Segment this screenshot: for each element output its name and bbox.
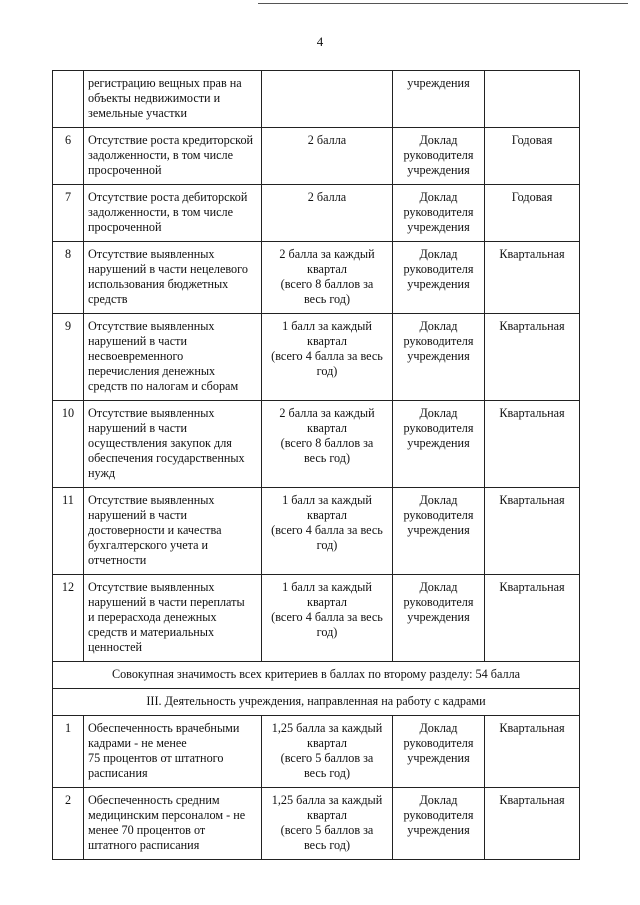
criterion-score: 1,25 балла за каждый квартал (всего 5 баллов за весь год) bbox=[262, 788, 393, 860]
criterion-source: Доклад руководителя учреждения bbox=[393, 185, 485, 242]
criterion-score: 2 балла bbox=[262, 128, 393, 185]
criterion-name: Отсутствие выявленных нарушений в части осуществления закупок для обеспечения государственных нужд bbox=[84, 401, 262, 488]
criterion-name: Обеспеченность врачебными кадрами - не менее 75 процентов от штатного расписания bbox=[84, 716, 262, 788]
criteria-table bbox=[52, 70, 580, 860]
criterion-name: Отсутствие выявленных нарушений в части достоверности и качества бухгалтерского учета и отчетности bbox=[84, 488, 262, 575]
table-row bbox=[53, 71, 580, 128]
criterion-name: регистрацию вещных прав на объекты недвижимости и земельные участки bbox=[84, 71, 262, 128]
criterion-period: Квартальная bbox=[485, 401, 580, 488]
criterion-source: Доклад руководителя учреждения bbox=[393, 128, 485, 185]
criterion-period: Квартальная bbox=[485, 314, 580, 401]
criterion-source: Доклад руководителя учреждения bbox=[393, 788, 485, 860]
criterion-score: 1 балл за каждый квартал (всего 4 балла за весь год) bbox=[262, 575, 393, 662]
criterion-source: Доклад руководителя учреждения bbox=[393, 716, 485, 788]
criterion-number: 12 bbox=[53, 575, 84, 662]
table-row bbox=[53, 242, 580, 314]
criterion-score: 2 балла bbox=[262, 185, 393, 242]
criterion-name: Отсутствие роста дебиторской задолженности, в том числе просроченной bbox=[84, 185, 262, 242]
criterion-number: 9 bbox=[53, 314, 84, 401]
criterion-source: Доклад руководителя учреждения bbox=[393, 314, 485, 401]
top-rule bbox=[258, 3, 628, 4]
page-number: 4 bbox=[316, 34, 324, 49]
criterion-source: учреждения bbox=[393, 71, 485, 128]
criterion-name: Отсутствие выявленных нарушений в части нецелевого использования бюджетных средств bbox=[84, 242, 262, 314]
criterion-source: Доклад руководителя учреждения bbox=[393, 242, 485, 314]
criterion-score: 1 балл за каждый квартал (всего 4 балла за весь год) bbox=[262, 314, 393, 401]
criterion-source: Доклад руководителя учреждения bbox=[393, 575, 485, 662]
criterion-score bbox=[262, 71, 393, 128]
criterion-period: Годовая bbox=[485, 185, 580, 242]
criterion-score: 2 балла за каждый квартал (всего 8 баллов за весь год) bbox=[262, 401, 393, 488]
table-row bbox=[53, 575, 580, 662]
criterion-number: 7 bbox=[53, 185, 84, 242]
table-row bbox=[53, 716, 580, 788]
criterion-period: Квартальная bbox=[485, 488, 580, 575]
criterion-source: Доклад руководителя учреждения bbox=[393, 488, 485, 575]
criterion-number: 2 bbox=[53, 788, 84, 860]
table-row bbox=[53, 788, 580, 860]
table-row bbox=[53, 488, 580, 575]
criterion-name: Отсутствие выявленных нарушений в части несвоевременного перечисления денежных средств по налогам и сборам bbox=[84, 314, 262, 401]
section-heading-row bbox=[53, 689, 580, 716]
section-3-heading: III. Деятельность учреждения, направленная на работу с кадрами bbox=[53, 689, 580, 716]
criterion-period: Квартальная bbox=[485, 575, 580, 662]
criterion-period: Годовая bbox=[485, 128, 580, 185]
criterion-name: Обеспеченность средним медицинским персоналом - не менее 70 процентов от штатного расписания bbox=[84, 788, 262, 860]
criterion-score: 1 балл за каждый квартал (всего 4 балла за весь год) bbox=[262, 488, 393, 575]
table-row bbox=[53, 401, 580, 488]
criterion-number: 8 bbox=[53, 242, 84, 314]
criteria-table-body-section-3 bbox=[53, 716, 580, 860]
criterion-number: 1 bbox=[53, 716, 84, 788]
criterion-name: Отсутствие роста кредиторской задолженности, в том числе просроченной bbox=[84, 128, 262, 185]
criterion-number bbox=[53, 71, 84, 128]
table-row bbox=[53, 314, 580, 401]
criterion-source: Доклад руководителя учреждения bbox=[393, 401, 485, 488]
summary-row bbox=[53, 662, 580, 689]
criteria-table-body-summary bbox=[53, 662, 580, 716]
criterion-score: 2 балла за каждый квартал (всего 8 баллов за весь год) bbox=[262, 242, 393, 314]
criterion-period bbox=[485, 71, 580, 128]
criterion-period: Квартальная bbox=[485, 242, 580, 314]
table-row bbox=[53, 185, 580, 242]
criterion-period: Квартальная bbox=[485, 788, 580, 860]
criteria-table-body-section-2 bbox=[53, 71, 580, 662]
criterion-name: Отсутствие выявленных нарушений в части переплаты и перерасхода денежных средств и материальных ценностей bbox=[84, 575, 262, 662]
section-2-summary: Совокупная значимость всех критериев в баллах по второму разделу: 54 балла bbox=[53, 662, 580, 689]
criterion-number: 6 bbox=[53, 128, 84, 185]
criterion-score: 1,25 балла за каждый квартал (всего 5 баллов за весь год) bbox=[262, 716, 393, 788]
criterion-number: 10 bbox=[53, 401, 84, 488]
criterion-period: Квартальная bbox=[485, 716, 580, 788]
table-row bbox=[53, 128, 580, 185]
criterion-number: 11 bbox=[53, 488, 84, 575]
